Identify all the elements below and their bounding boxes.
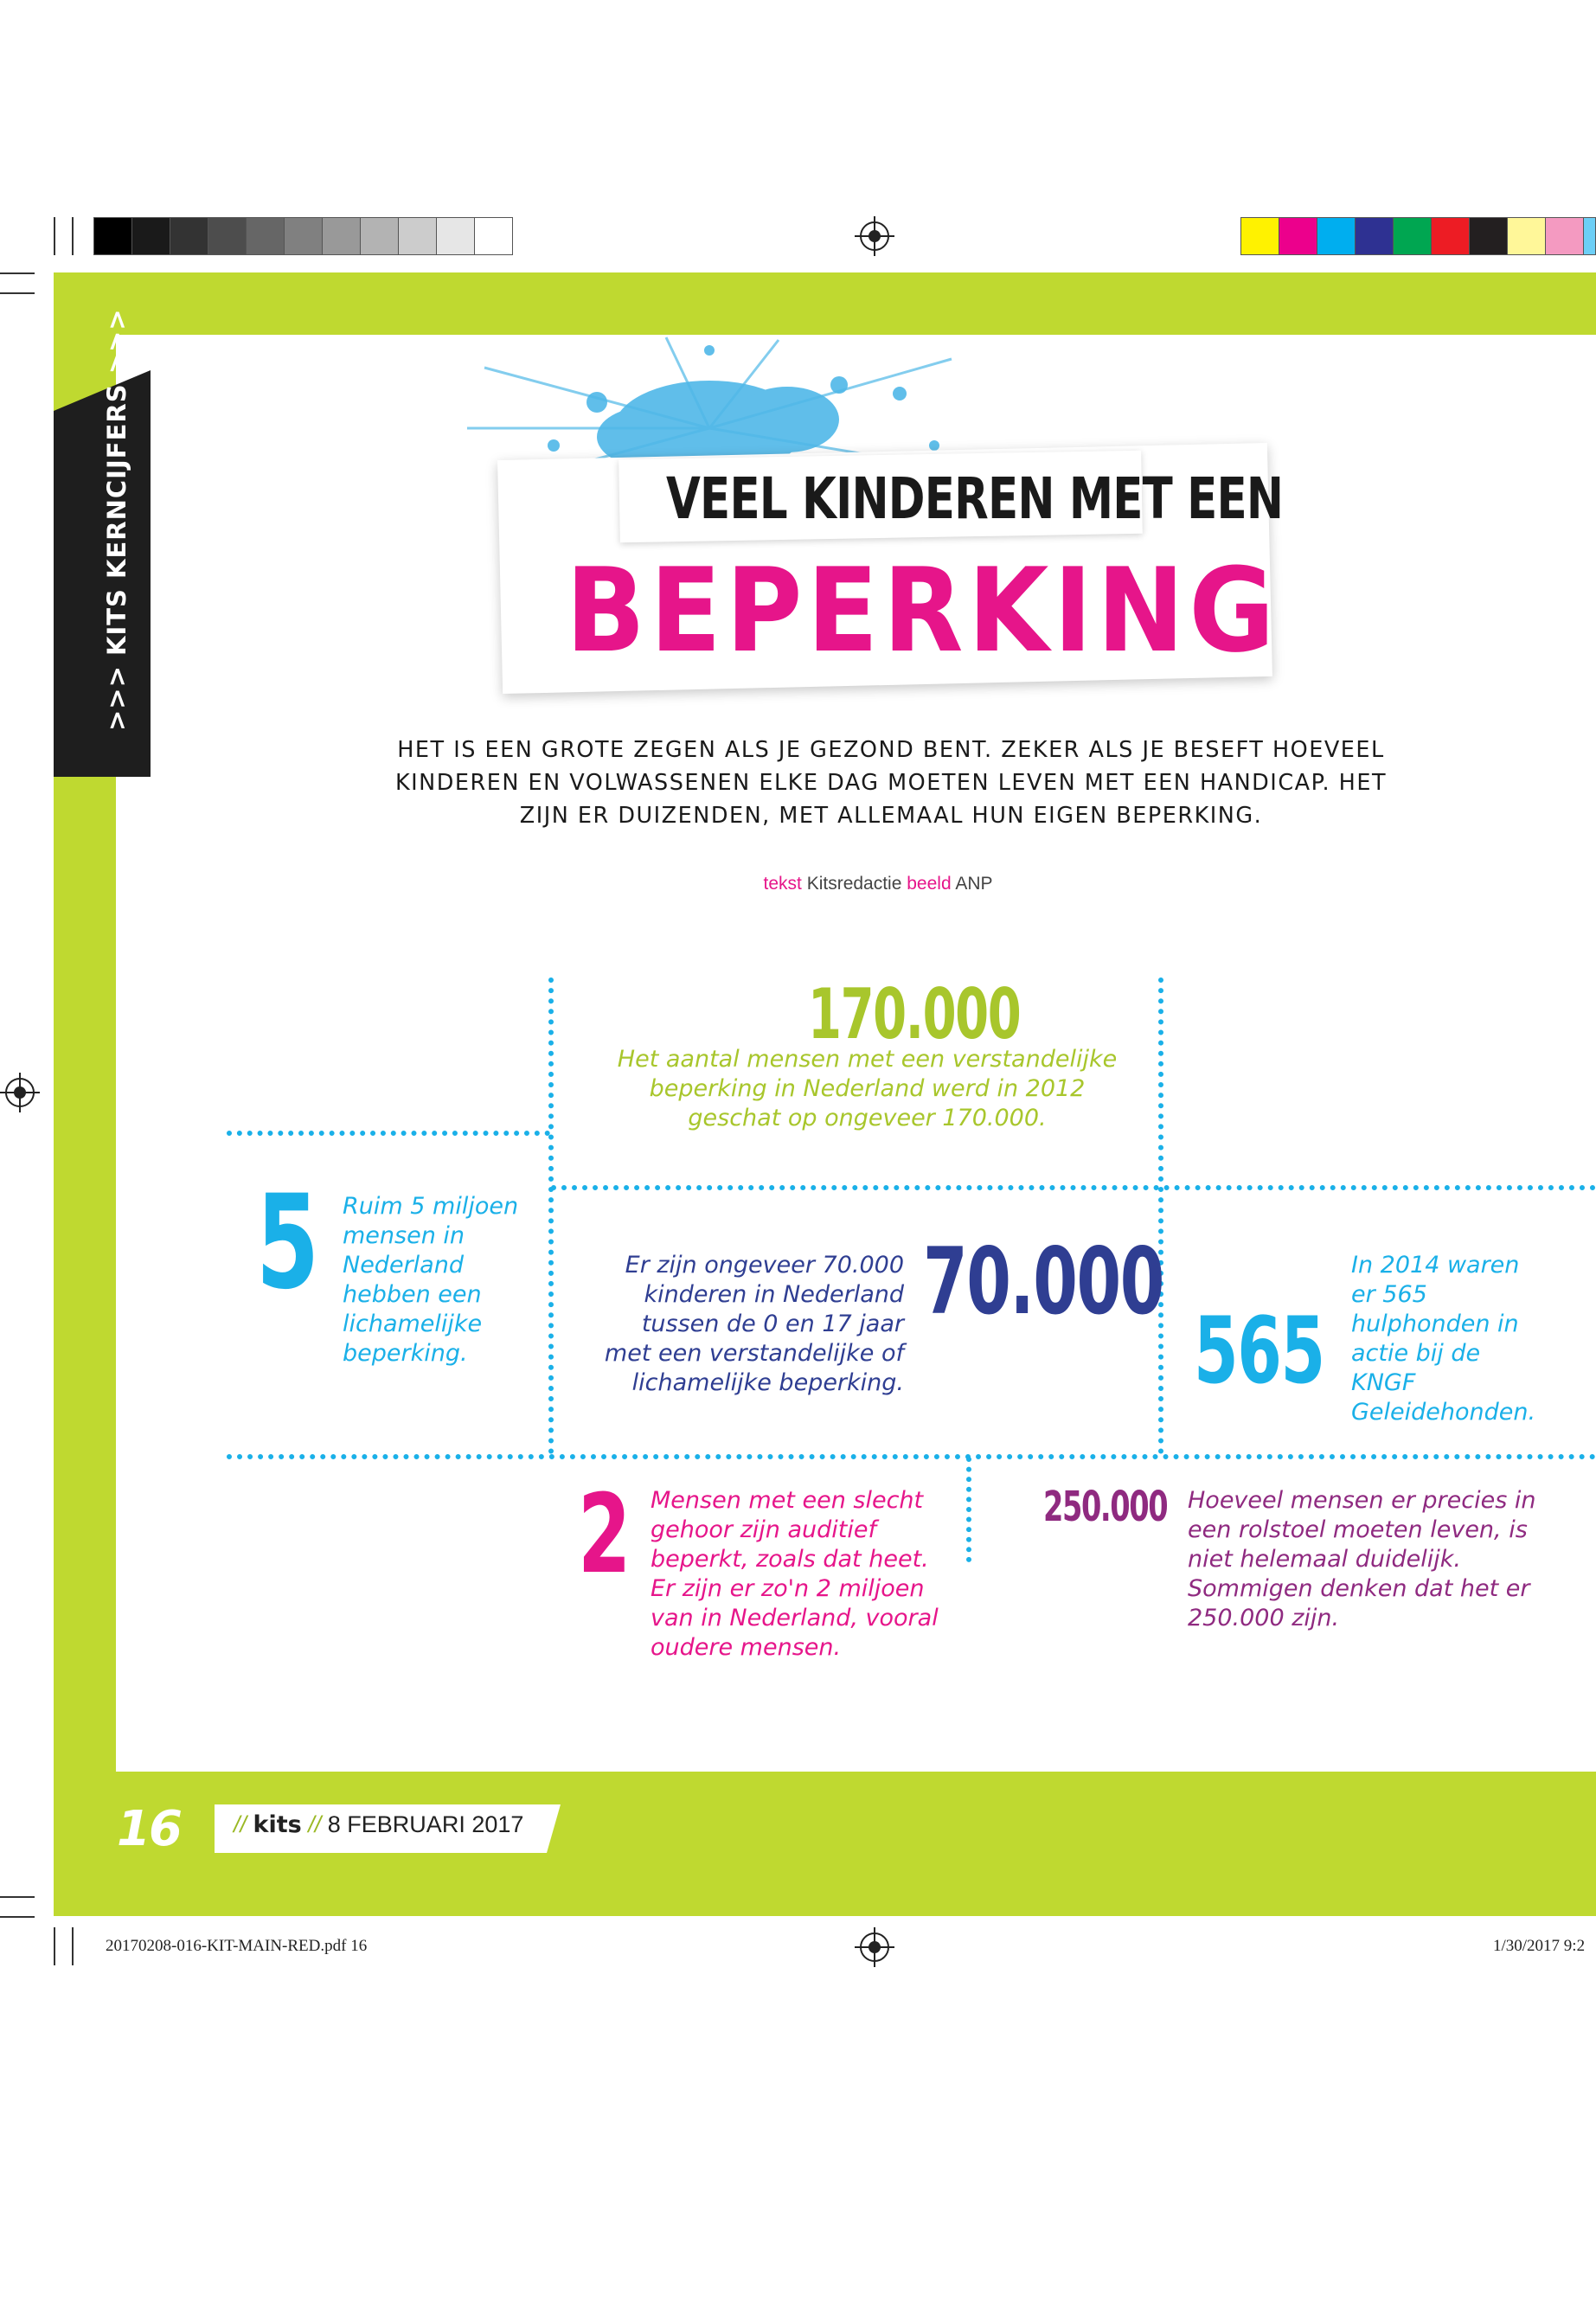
stat-text: Hoeveel mensen er precies in een rolstoel moeten leven, is niet helemaal duidelijk. Sommigen denken dat het er 250.000 zijn.: [1188, 1487, 1536, 1631]
stat-number: 70.000: [923, 1228, 1163, 1335]
page-number: 16: [117, 1801, 181, 1857]
registration-mark-icon: [860, 221, 889, 251]
byline-text-label: tekst: [763, 874, 802, 894]
slug-timestamp: 1/30/2017 9:2: [1493, 1937, 1586, 1955]
footer-brand: kits: [253, 1811, 302, 1838]
byline-image-label: beeld: [907, 874, 952, 894]
stat-number: 2: [578, 1471, 630, 1598]
section-label: >>> KITS KERNCIJFERS >>>: [102, 308, 131, 731]
footer-separator: //: [308, 1811, 322, 1837]
stat-number: 5: [256, 1168, 318, 1318]
byline-text-value: Kitsredactie: [806, 874, 902, 894]
stat-number: 170.000: [808, 974, 1021, 1054]
registration-mark-icon: [5, 1078, 35, 1107]
byline: [0, 874, 1596, 894]
stat-text: Mensen met een slecht gehoor zijn auditief beperkt, zoals dat heet. Er zijn er zo'n 2 miljoen van in Nederland, vooral oudere mensen.: [651, 1487, 939, 1661]
slug-filename: 20170208-016-KIT-MAIN-RED.pdf 16: [106, 1937, 368, 1955]
registration-mark-icon: [860, 1932, 889, 1962]
stat-text: Er zijn ongeveer 70.000 kinderen in Nederland tussen de 0 en 17 jaar met een verstandelijke of lichamelijke beperking.: [604, 1252, 904, 1396]
stat-text: In 2014 waren er 565 hulphonden in actie bij de KNGF Geleidehonden.: [1351, 1252, 1536, 1426]
headline-line2: BEPERKING: [566, 543, 1279, 678]
byline-image-value: ANP: [955, 874, 993, 894]
stat-text: Het aantal mensen met een verstandelijke beperking in Nederland werd in 2012 geschat op ongeveer 170.000.: [617, 1046, 1118, 1131]
stat-number: 250.000: [1043, 1483, 1168, 1531]
stat-number: 565: [1194, 1298, 1324, 1404]
stat-text: Ruim 5 miljoen mensen in Nederland hebben een lichamelijke beperking.: [343, 1193, 519, 1367]
footer-date: 8 FEBRUARI 2017: [327, 1811, 524, 1837]
intro-paragraph: HET IS EEN GROTE ZEGEN ALS JE GEZOND BENT. ZEKER ALS JE BESEFT HOEVEEL KINDEREN EN VOLWASSENEN ELKE DAG MOETEN LEVEN MET EEN HANDICAP. HET ZIJN ER DUIZENDEN, MET ALLEMAAL HUN EIGEN BEPERKING.: [394, 737, 1388, 829]
headline-line1: VEEL KINDEREN MET EEN: [666, 465, 1284, 532]
footer-separator: //: [234, 1811, 247, 1837]
lime-frame-top: [54, 272, 1596, 335]
footer-folio: [234, 1811, 523, 1838]
